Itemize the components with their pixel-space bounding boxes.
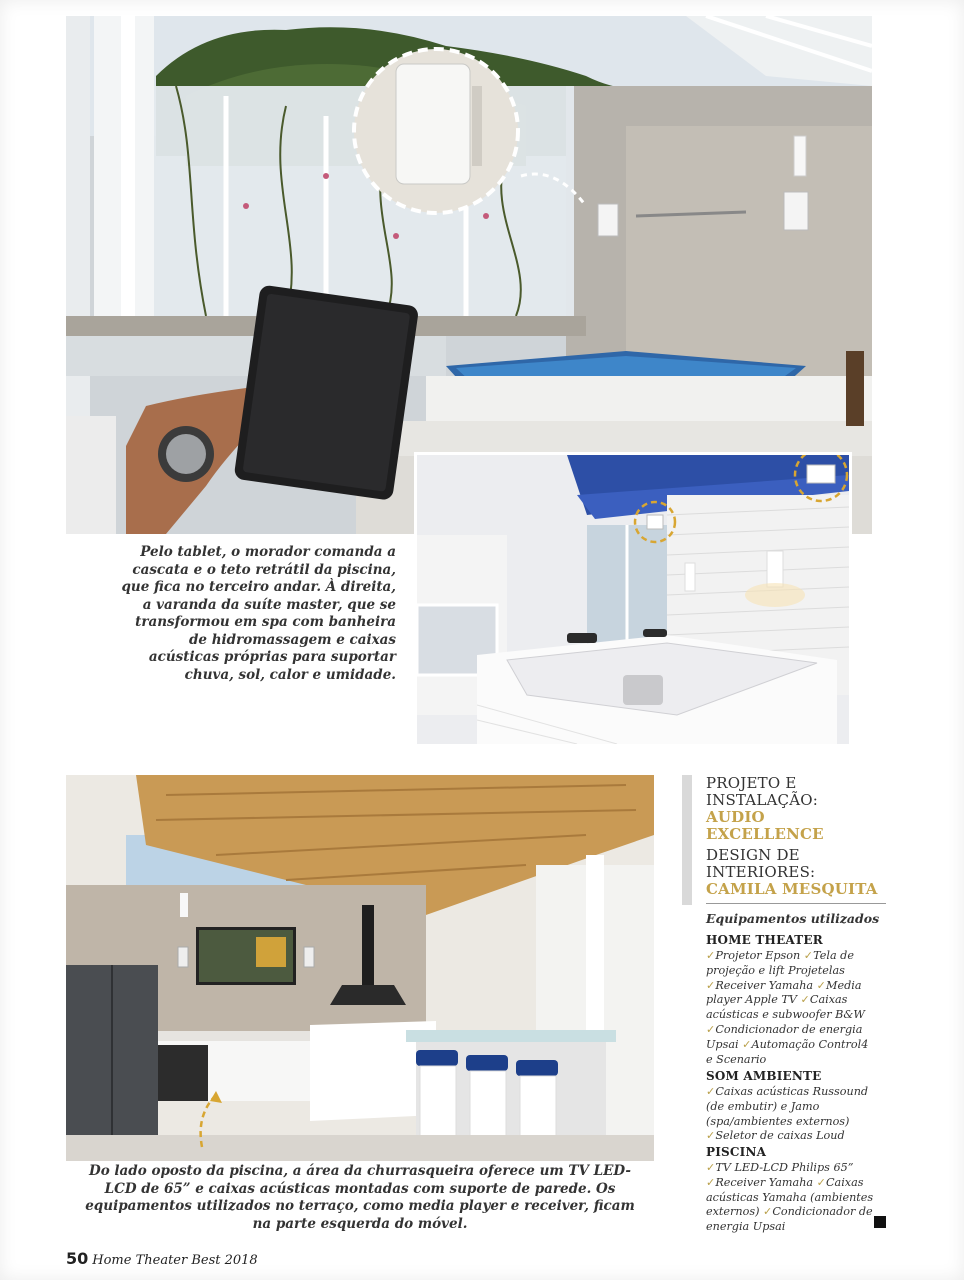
check-icon: ✓ [706, 1129, 716, 1143]
project-label-line-2: INSTALAÇÃO: [706, 791, 818, 809]
equipment-item: Media player Apple TV [706, 978, 862, 1007]
equipment-item: Tela de projeção e lift Projetelas [706, 949, 854, 977]
bbq-illustration [66, 775, 654, 1161]
equipment-title: Equipamentos utilizados [706, 911, 880, 926]
check-icon: ✓ [816, 1175, 826, 1189]
check-icon: ✓ [706, 1175, 716, 1189]
design-label-line-1: DESIGN DE [706, 846, 800, 864]
equipment-item: Condicionador de energia Upsai [706, 1022, 863, 1051]
equipment-item: Receiver Yamaha [715, 1175, 817, 1189]
credits-sidebar [682, 775, 892, 1237]
bbq-area-photo [66, 775, 654, 1161]
check-icon: ✓ [706, 1085, 716, 1098]
home-theater-title: HOME THEATER [706, 933, 823, 947]
equipment-item: Projetor Epson [715, 949, 804, 962]
check-icon: ✓ [706, 949, 716, 962]
spa-illustration [417, 455, 849, 744]
project-company-line-1: AUDIO [706, 808, 765, 826]
piscina-list [706, 1161, 878, 1235]
designer-name: CAMILA MESQUITA [706, 880, 878, 898]
equipment-item: Caixas acústicas e subwoofer B&W [706, 993, 865, 1022]
equipment-item: Condicionador de energia Upsai [706, 1205, 873, 1234]
equipment-item: Receiver Yamaha [715, 978, 817, 992]
sidebar-divider [706, 903, 886, 904]
check-icon: ✓ [742, 1037, 752, 1051]
equipment-item: Caixas acústicas Yamaha (ambientes externos) [706, 1175, 874, 1219]
design-label-line-2: INTERIORES: [706, 863, 816, 881]
equipment-item: Caixas acústicas Russound (de embutir) e Jamo (spa/ambientes externos) [706, 1085, 869, 1128]
check-icon: ✓ [803, 949, 814, 962]
piscina-title: PISCINA [706, 1145, 767, 1159]
top-photo-caption: Pelo tablet, o morador comanda a cascata e o teto retrátil da piscina, que fica no terceiro andar. À direita, a varanda da suíte master, que se transformou em spa com banheira de hidromassagem e caixas acústicas próprias para suportar chuva, sol, calor e umidade. [121, 544, 396, 683]
article-end-mark [874, 1216, 886, 1228]
project-company-line-2: EXCELLENCE [706, 825, 824, 843]
equipment-item: TV LED-LCD Philips 65” [715, 1161, 854, 1174]
check-icon: ✓ [763, 1205, 773, 1219]
bbq-photo-caption: Do lado oposto da piscina, a área da churrasqueira oferece um TV LED-LCD de 65” e caixas acústicas montadas com suporte de parede. Os equipamentos utilizados no terraço, como media player e receiver, ficam na parte esquerda do móvel. [85, 1163, 635, 1232]
spa-suite-photo [414, 452, 852, 747]
page-number: 50 [66, 1249, 89, 1268]
check-icon: ✓ [816, 978, 826, 992]
check-icon: ✓ [706, 978, 716, 992]
check-icon: ✓ [800, 993, 810, 1007]
project-label-line-1: PROJETO E [706, 774, 797, 792]
home-theater-list [706, 949, 878, 1067]
page-footer [66, 1249, 258, 1268]
check-icon: ✓ [706, 1161, 716, 1174]
equipment-item: Automação Control4 e Scenario [706, 1037, 869, 1066]
som-ambiente-list [706, 1085, 878, 1144]
equipment-item: Seletor de caixas Loud [715, 1129, 845, 1143]
magazine-name: Home Theater Best 2018 [92, 1253, 258, 1268]
som-ambiente-title: SOM AMBIENTE [706, 1069, 822, 1083]
check-icon: ✓ [706, 1022, 716, 1036]
sidebar-accent-bar [682, 775, 692, 905]
